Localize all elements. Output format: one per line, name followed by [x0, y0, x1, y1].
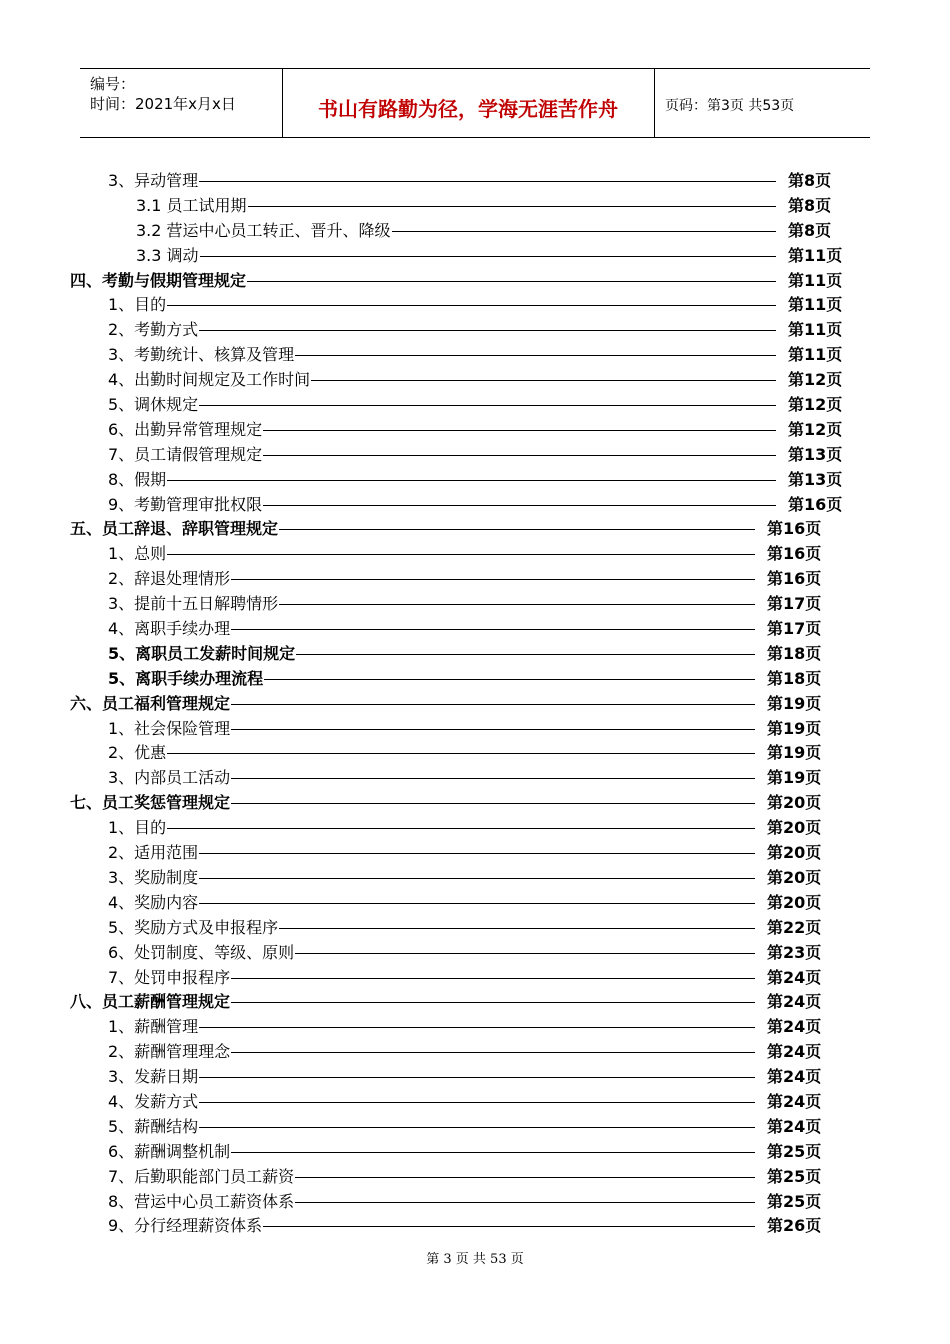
toc-entry[interactable] — [0, 765, 950, 790]
page-footer: 第 3 页 共 53 页 — [426, 1252, 524, 1267]
toc-entry-title: 3、内部员工活动 — [108, 768, 231, 788]
toc-entry[interactable] — [0, 541, 950, 566]
toc-entry-page: 第25页 — [767, 1191, 822, 1211]
toc-leader-line — [128, 330, 776, 331]
toc-entry-page: 第17页 — [767, 594, 822, 614]
toc-entry[interactable] — [0, 193, 950, 218]
toc-entry-title: 1、总则 — [108, 544, 167, 564]
toc-entry-title: 3、异动管理 — [108, 171, 199, 190]
toc-entry-title: 5、调休规定 — [108, 395, 199, 415]
toc-entry-title: 3.1 员工试用期 — [136, 195, 247, 215]
toc-entry[interactable] — [0, 890, 950, 915]
toc-entry-page: 第12页 — [788, 419, 843, 439]
toc-leader-line — [128, 853, 755, 854]
toc-leader-line — [156, 206, 776, 207]
toc-entry[interactable] — [0, 1189, 950, 1214]
toc-entry-title: 5、薪酬结构 — [108, 1116, 199, 1136]
header-info-cell — [80, 69, 283, 137]
toc-leader-line — [128, 753, 755, 754]
toc-entry[interactable] — [0, 940, 950, 965]
toc-entry-title: 8、假期 — [108, 469, 167, 489]
toc-entry-title: 八、员工薪酬管理规定 — [70, 992, 231, 1012]
toc-entry-title: 5、离职员工发薪时间规定 — [108, 643, 296, 663]
toc-entry-title: 9、考勤管理审批权限 — [108, 494, 263, 514]
toc-leader-line — [128, 1077, 755, 1078]
toc-entry-page: 第22页 — [767, 917, 822, 937]
toc-entry[interactable] — [0, 815, 950, 840]
toc-entry-page: 第16页 — [767, 519, 822, 539]
toc-entry-title: 2、薪酬管理理念 — [108, 1042, 231, 1062]
toc-entry[interactable] — [0, 616, 950, 641]
toc-entry-page: 第24页 — [767, 1042, 822, 1062]
toc-entry-title: 3、奖励制度 — [108, 867, 199, 887]
toc-entry-title: 2、考勤方式 — [108, 320, 199, 340]
document-date: 时间：2021年x月x日 — [90, 95, 236, 113]
toc-leader-line — [128, 1102, 755, 1103]
toc-entry[interactable] — [0, 367, 950, 392]
toc-entry-page: 第20页 — [767, 843, 822, 863]
toc-entry-page: 第17页 — [767, 619, 822, 639]
toc-entry[interactable] — [0, 1089, 950, 1114]
toc-entry-title: 3、发薪日期 — [108, 1067, 199, 1087]
toc-entry[interactable] — [0, 1213, 950, 1238]
toc-entry-page: 第24页 — [767, 1116, 822, 1136]
toc-entry-title: 6、薪酬调整机制 — [108, 1141, 231, 1161]
toc-entry-page: 第8页 — [788, 220, 832, 240]
toc-entry-title: 1、目的 — [108, 818, 167, 838]
toc-entry-title: 1、薪酬管理 — [108, 1017, 199, 1037]
toc-entry[interactable] — [0, 666, 950, 691]
toc-entry-page: 第11页 — [788, 245, 843, 265]
toc-entry-title: 7、处罚申报程序 — [108, 967, 231, 987]
toc-entry-page: 第16页 — [767, 544, 822, 564]
toc-entry-title: 5、离职手续办理流程 — [108, 668, 264, 688]
toc-entry[interactable] — [0, 641, 950, 666]
toc-leader-line — [128, 1027, 755, 1028]
toc-entry-title: 五、员工辞退、辞职管理规定 — [70, 519, 279, 539]
table-of-contents — [0, 168, 950, 1238]
toc-entry-page: 第19页 — [767, 768, 822, 788]
toc-entry[interactable] — [0, 865, 950, 890]
toc-entry-title: 六、员工福利管理规定 — [70, 693, 231, 713]
toc-entry[interactable] — [0, 716, 950, 741]
toc-entry-page: 第12页 — [788, 370, 843, 390]
toc-leader-line — [128, 903, 755, 904]
toc-leader-line — [128, 878, 755, 879]
toc-entry-page: 第20页 — [767, 867, 822, 887]
toc-entry-title: 2、优惠 — [108, 743, 167, 763]
toc-entry-title: 3、提前十五日解聘情形 — [108, 594, 279, 614]
header-motto: 书山有路勤为径，学海无涯苦作舟 — [318, 97, 618, 121]
toc-entry-page: 第19页 — [767, 718, 822, 738]
toc-leader-line — [156, 256, 776, 257]
toc-entry-title: 4、出勤时间规定及工作时间 — [108, 370, 311, 390]
toc-entry-title: 1、社会保险管理 — [108, 718, 231, 738]
toc-entry-title: 6、处罚制度、等级、原则 — [108, 942, 295, 962]
toc-entry[interactable] — [0, 790, 950, 815]
toc-leader-line — [128, 1127, 755, 1128]
toc-entry-page: 第18页 — [767, 668, 822, 688]
toc-entry[interactable] — [0, 691, 950, 716]
toc-entry-page: 第24页 — [767, 1091, 822, 1111]
toc-entry-title: 7、后勤职能部门员工薪资 — [108, 1166, 295, 1186]
toc-entry[interactable] — [0, 1064, 950, 1089]
toc-entry[interactable] — [0, 989, 950, 1014]
toc-entry[interactable] — [0, 442, 950, 467]
toc-leader-line — [128, 305, 776, 306]
header-page-info: 页码：第3页 共53页 — [665, 98, 795, 114]
toc-entry-page: 第18页 — [767, 643, 822, 663]
toc-entry[interactable] — [0, 915, 950, 940]
toc-entry-title: 1、目的 — [108, 295, 167, 315]
toc-entry-page: 第12页 — [788, 395, 843, 415]
toc-entry-page: 第16页 — [767, 569, 822, 589]
toc-entry[interactable] — [0, 591, 950, 616]
toc-entry-page: 第24页 — [767, 967, 822, 987]
page-header — [80, 68, 870, 138]
toc-entry-page: 第24页 — [767, 1017, 822, 1037]
toc-entry-page: 第19页 — [767, 693, 822, 713]
toc-entry[interactable] — [0, 1139, 950, 1164]
toc-entry-page: 第20页 — [767, 892, 822, 912]
toc-entry[interactable] — [0, 1114, 950, 1139]
toc-leader-line — [128, 554, 755, 555]
toc-entry[interactable] — [0, 840, 950, 865]
toc-entry[interactable] — [0, 516, 950, 541]
toc-entry[interactable] — [0, 965, 950, 990]
toc-entry-page: 第23页 — [767, 942, 822, 962]
toc-entry-title: 3、考勤统计、核算及管理 — [108, 345, 295, 365]
toc-entry-page: 第25页 — [767, 1166, 822, 1186]
toc-entry[interactable] — [0, 218, 950, 243]
toc-entry[interactable] — [0, 268, 950, 293]
toc-entry-page: 第11页 — [788, 320, 843, 340]
toc-entry-title: 4、离职手续办理 — [108, 619, 231, 639]
toc-entry-title: 4、发薪方式 — [108, 1091, 199, 1111]
toc-entry[interactable] — [0, 392, 950, 417]
toc-entry-title: 4、奖励内容 — [108, 892, 199, 912]
document-number: 编号： — [90, 75, 136, 93]
toc-entry[interactable] — [0, 492, 950, 517]
toc-entry[interactable] — [0, 417, 950, 442]
toc-entry-page: 第26页 — [767, 1216, 822, 1236]
toc-entry-page: 第25页 — [767, 1141, 822, 1161]
toc-entry-page: 第11页 — [788, 270, 843, 290]
toc-entry-page: 第24页 — [767, 1067, 822, 1087]
toc-entry[interactable] — [0, 566, 950, 591]
toc-leader-line — [128, 828, 755, 829]
toc-entry[interactable] — [0, 740, 950, 765]
toc-entry-title: 5、奖励方式及申报程序 — [108, 917, 279, 937]
toc-entry-title: 6、出勤异常管理规定 — [108, 419, 263, 439]
toc-entry-title: 四、考勤与假期管理规定 — [70, 270, 247, 290]
toc-entry-title: 2、辞退处理情形 — [108, 569, 231, 589]
toc-entry-title: 8、营运中心员工薪资体系 — [108, 1191, 295, 1211]
toc-entry[interactable] — [0, 243, 950, 268]
toc-entry-title: 7、员工请假管理规定 — [108, 444, 263, 464]
toc-entry[interactable] — [0, 1014, 950, 1039]
toc-leader-line — [128, 480, 776, 481]
toc-entry[interactable] — [0, 292, 950, 317]
toc-leader-line — [128, 181, 776, 182]
toc-entry-page: 第20页 — [767, 793, 822, 813]
toc-entry-title: 2、适用范围 — [108, 843, 199, 863]
toc-entry-page: 第13页 — [788, 444, 843, 464]
toc-entry-page: 第24页 — [767, 992, 822, 1012]
toc-entry[interactable] — [0, 467, 950, 492]
toc-entry-page: 第11页 — [788, 295, 843, 315]
toc-entry-page: 第8页 — [788, 171, 832, 190]
toc-entry-title: 9、分行经理薪资体系 — [108, 1216, 263, 1236]
toc-entry-page: 第19页 — [767, 743, 822, 763]
toc-leader-line — [128, 405, 776, 406]
toc-entry[interactable] — [0, 168, 950, 193]
toc-entry[interactable] — [0, 1039, 950, 1064]
toc-entry-title: 3.2 营运中心员工转正、晋升、降级 — [136, 220, 391, 240]
toc-entry[interactable] — [0, 1164, 950, 1189]
toc-entry-title: 3.3 调动 — [136, 245, 199, 265]
toc-entry-page: 第13页 — [788, 469, 843, 489]
toc-entry-page: 第11页 — [788, 345, 843, 365]
toc-entry-page: 第8页 — [788, 195, 832, 215]
toc-entry-title: 七、员工奖惩管理规定 — [70, 793, 231, 813]
toc-entry[interactable] — [0, 342, 950, 367]
toc-entry[interactable] — [0, 317, 950, 342]
toc-entry-page: 第20页 — [767, 818, 822, 838]
toc-entry-page: 第16页 — [788, 494, 843, 514]
header-page-cell — [654, 69, 871, 137]
